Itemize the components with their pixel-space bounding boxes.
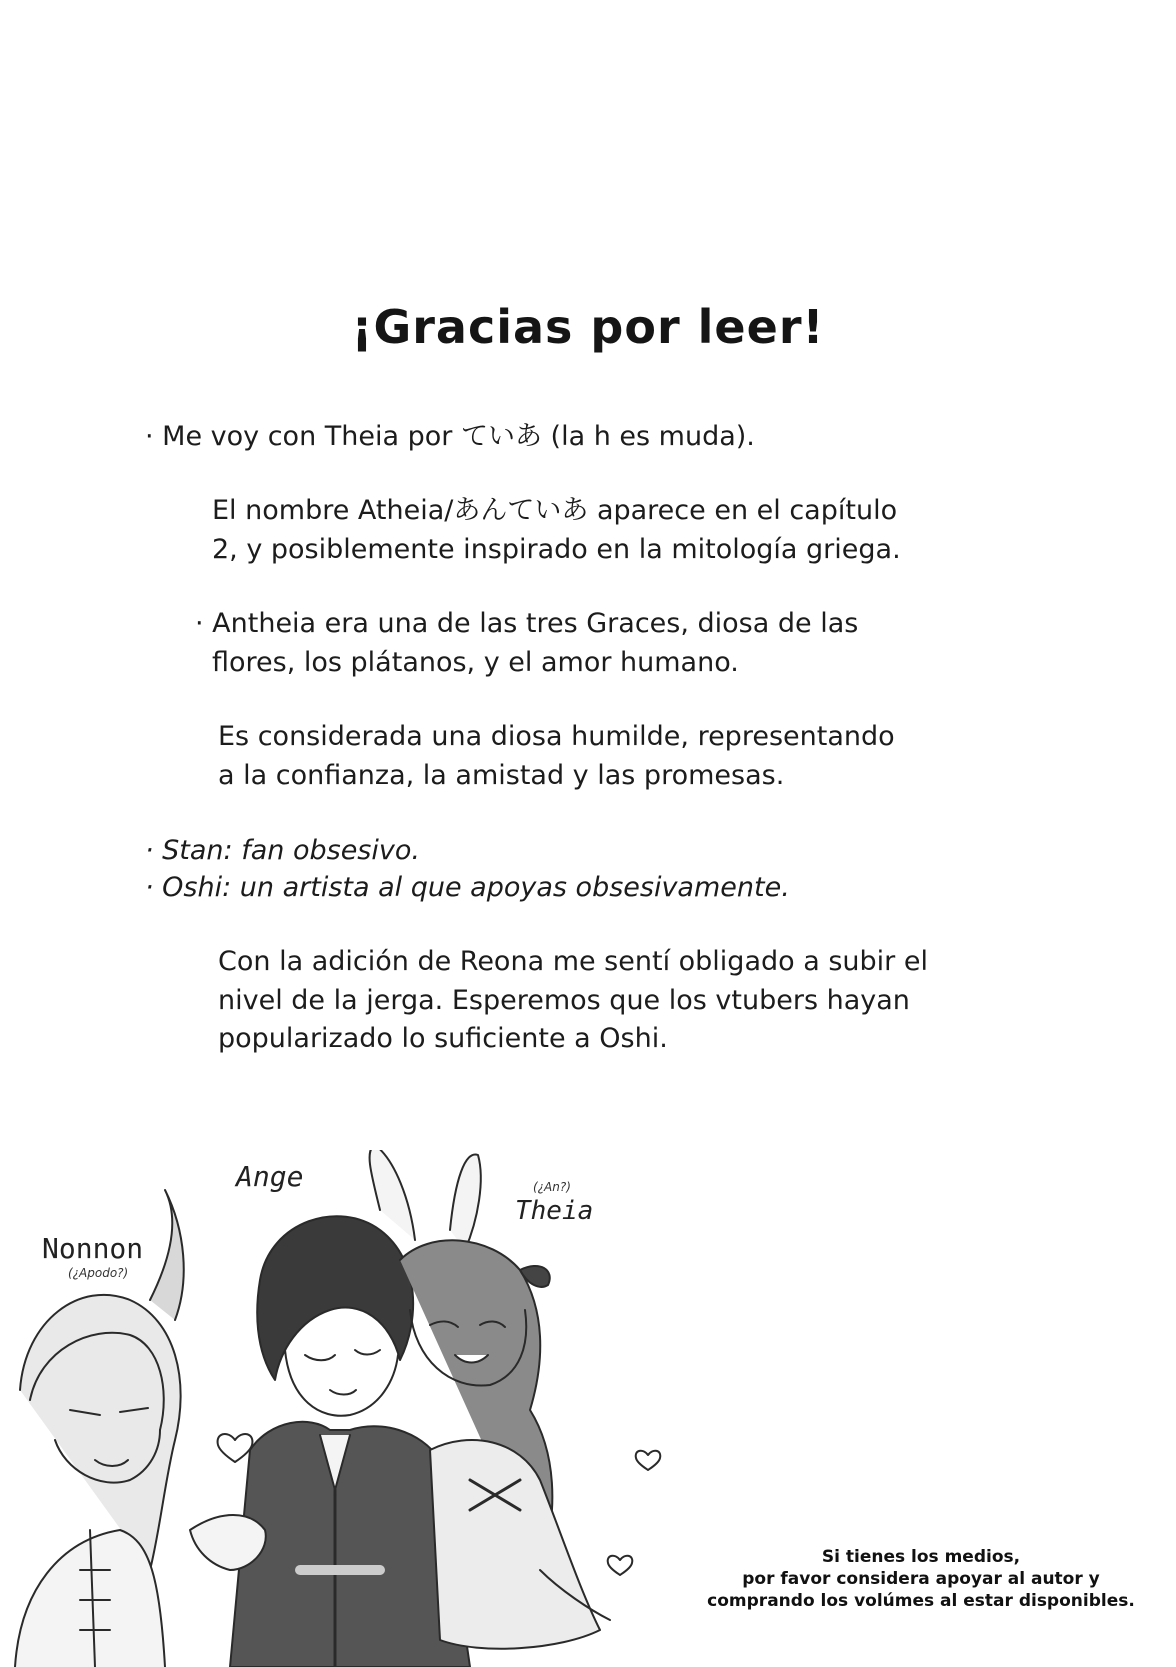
support-note-line: comprando los volúmes al estar disponibles. <box>707 1591 1135 1611</box>
note-line: nivel de la jerga. Esperemos que los vtubers hayan <box>218 985 910 1016</box>
note-line: · Me voy con Theia por ていあ (la h es muda). <box>145 421 755 452</box>
note-line: 2, y posiblemente inspirado en la mitología griega. <box>212 534 901 565</box>
note-line: El nombre Atheia/あんていあ aparece en el capítulo <box>212 495 898 526</box>
note-line: · Antheia era una de las tres Graces, diosa de las <box>195 608 859 639</box>
note-line: Es considerada una diosa humilde, representando <box>218 721 895 752</box>
character-label-ange: Ange <box>236 1160 304 1193</box>
character-sublabel-theia: (¿An?) <box>533 1180 571 1194</box>
support-note-line: Si tienes los medios, <box>821 1547 1021 1567</box>
note-line: · Stan: fan obsesivo. <box>145 835 420 866</box>
page-title: ¡Gracias por leer! <box>351 300 825 354</box>
note-line: · Oshi: un artista al que apoyas obsesivamente. <box>145 872 790 903</box>
note-line: Con la adición de Reona me sentí obligado a subir el <box>218 946 928 977</box>
character-sublabel-nonnon: (¿Apodo?) <box>68 1266 129 1280</box>
character-label-theia: Theia <box>515 1196 594 1226</box>
note-line: a la confianza, la amistad y las promesas. <box>218 760 785 791</box>
character-label-nonnon: Nonnon <box>42 1232 144 1265</box>
manga-illustration <box>0 1150 720 1667</box>
support-note <box>686 1546 1156 1612</box>
note-line: flores, los plátanos, y el amor humano. <box>212 647 739 678</box>
support-note-line: por favor considera apoyar al autor y <box>742 1569 1100 1589</box>
note-line: popularizado lo suficiente a Oshi. <box>218 1023 668 1054</box>
